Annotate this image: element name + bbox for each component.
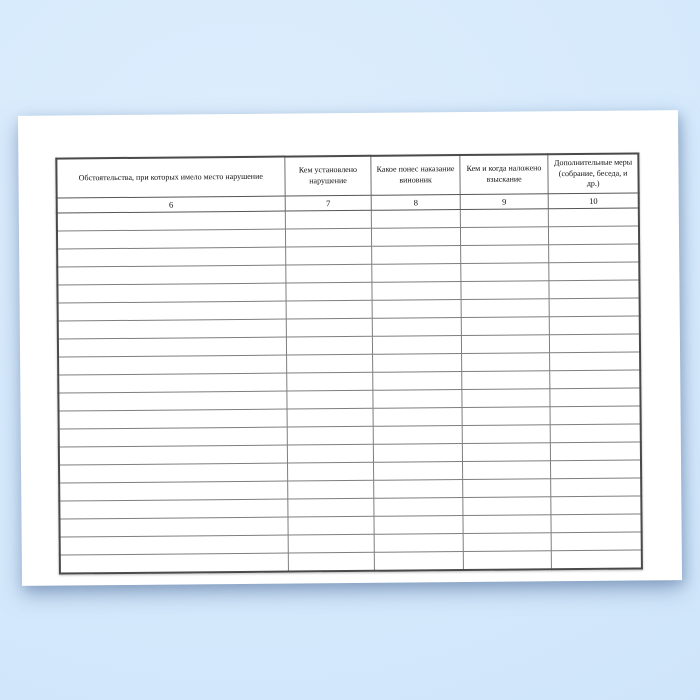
- empty-cell: [57, 283, 285, 303]
- empty-cell: [57, 229, 285, 249]
- empty-cell: [285, 210, 372, 229]
- empty-cell: [460, 245, 549, 264]
- empty-cell: [549, 244, 639, 263]
- empty-cell: [461, 263, 550, 282]
- empty-cell: [59, 499, 287, 519]
- column-number: 7: [285, 195, 372, 211]
- empty-cell: [462, 407, 551, 426]
- empty-cell: [286, 354, 373, 373]
- empty-cell: [58, 337, 286, 357]
- empty-cell: [551, 478, 641, 497]
- empty-cell: [374, 498, 463, 517]
- empty-cell: [287, 426, 374, 445]
- empty-cell: [462, 443, 551, 462]
- column-number: 6: [57, 196, 285, 213]
- empty-cell: [462, 389, 551, 408]
- empty-cell: [550, 352, 640, 371]
- empty-cell: [288, 516, 375, 535]
- empty-cell: [287, 390, 374, 409]
- empty-cell: [286, 372, 373, 391]
- empty-cell: [58, 319, 286, 339]
- empty-cell: [463, 497, 552, 516]
- empty-cell: [372, 300, 461, 319]
- column-number: 9: [460, 194, 549, 210]
- empty-cell: [463, 515, 552, 534]
- empty-cell: [372, 282, 461, 301]
- empty-cell: [60, 535, 288, 555]
- empty-cell: [460, 209, 549, 228]
- empty-cell: [463, 533, 552, 552]
- empty-cell: [287, 498, 374, 517]
- empty-cell: [462, 461, 551, 480]
- empty-cell: [550, 406, 640, 425]
- column-number: 10: [548, 193, 638, 209]
- column-header-established-by: Кем установлено нарушение: [284, 156, 371, 196]
- empty-cell: [372, 210, 461, 229]
- column-header-circumstances: Обстоятельства, при которых имело место нарушение: [56, 157, 284, 198]
- empty-cell: [373, 372, 462, 391]
- empty-cell: [286, 318, 373, 337]
- empty-cell: [287, 444, 374, 463]
- empty-cell: [461, 281, 550, 300]
- empty-cell: [551, 532, 641, 551]
- empty-cell: [462, 425, 551, 444]
- empty-cell: [287, 462, 374, 481]
- empty-cell: [372, 246, 461, 265]
- table-header-row: [56, 153, 638, 198]
- empty-cell: [374, 516, 463, 535]
- empty-cell: [57, 247, 285, 267]
- empty-cell: [59, 463, 287, 483]
- empty-cell: [550, 388, 640, 407]
- empty-cell: [549, 280, 639, 299]
- empty-cell: [462, 371, 551, 390]
- empty-cell: [58, 373, 286, 393]
- column-header-penalty-by-whom: Кем и когда наложено взыскание: [460, 154, 549, 194]
- empty-cell: [372, 228, 461, 247]
- empty-cell: [60, 553, 288, 573]
- empty-cell: [461, 317, 550, 336]
- empty-cell: [551, 460, 641, 479]
- empty-cell: [550, 334, 640, 353]
- column-header-punishment: Какое понес наказание виновник: [371, 155, 460, 195]
- column-header-additional-measures: Дополнительные меры (собрание, беседа, и др.): [548, 153, 639, 193]
- violations-table: [55, 152, 643, 574]
- empty-cell: [552, 550, 642, 569]
- empty-cell: [374, 462, 463, 481]
- empty-cell: [551, 442, 641, 461]
- empty-cell: [463, 551, 552, 570]
- empty-cell: [549, 226, 639, 245]
- empty-cell: [59, 427, 287, 447]
- empty-cell: [460, 227, 549, 246]
- empty-cell: [59, 481, 287, 501]
- empty-cell: [286, 300, 373, 319]
- paper-sheet: [18, 110, 682, 586]
- empty-cell: [59, 517, 287, 537]
- empty-cell: [57, 265, 285, 285]
- empty-cell: [375, 552, 464, 571]
- table-row: [60, 550, 642, 574]
- empty-cell: [462, 479, 551, 498]
- empty-cell: [550, 424, 640, 443]
- empty-cell: [372, 264, 461, 283]
- empty-cell: [551, 496, 641, 515]
- empty-cell: [374, 444, 463, 463]
- empty-cell: [58, 355, 286, 375]
- empty-cell: [57, 211, 285, 231]
- empty-cell: [550, 316, 640, 335]
- empty-cell: [58, 301, 286, 321]
- empty-cell: [285, 246, 372, 265]
- empty-cell: [549, 208, 639, 227]
- empty-cell: [373, 336, 462, 355]
- column-number: 8: [372, 195, 461, 211]
- empty-cell: [58, 391, 286, 411]
- empty-cell: [373, 408, 462, 427]
- empty-cell: [374, 534, 463, 553]
- empty-cell: [59, 445, 287, 465]
- empty-cell: [461, 299, 550, 318]
- empty-cell: [374, 426, 463, 445]
- empty-cell: [287, 408, 374, 427]
- empty-cell: [286, 282, 373, 301]
- empty-cell: [549, 298, 639, 317]
- empty-cell: [285, 264, 372, 283]
- empty-cell: [373, 390, 462, 409]
- empty-cell: [288, 552, 375, 571]
- empty-cell: [461, 335, 550, 354]
- empty-cell: [373, 318, 462, 337]
- empty-cell: [551, 514, 641, 533]
- empty-cell: [374, 480, 463, 499]
- empty-cell: [288, 534, 375, 553]
- empty-cell: [549, 262, 639, 281]
- empty-cell: [373, 354, 462, 373]
- empty-cell: [550, 370, 640, 389]
- empty-cell: [461, 353, 550, 372]
- empty-cell: [285, 228, 372, 247]
- empty-cell: [287, 480, 374, 499]
- empty-cell: [59, 409, 287, 429]
- empty-cell: [286, 336, 373, 355]
